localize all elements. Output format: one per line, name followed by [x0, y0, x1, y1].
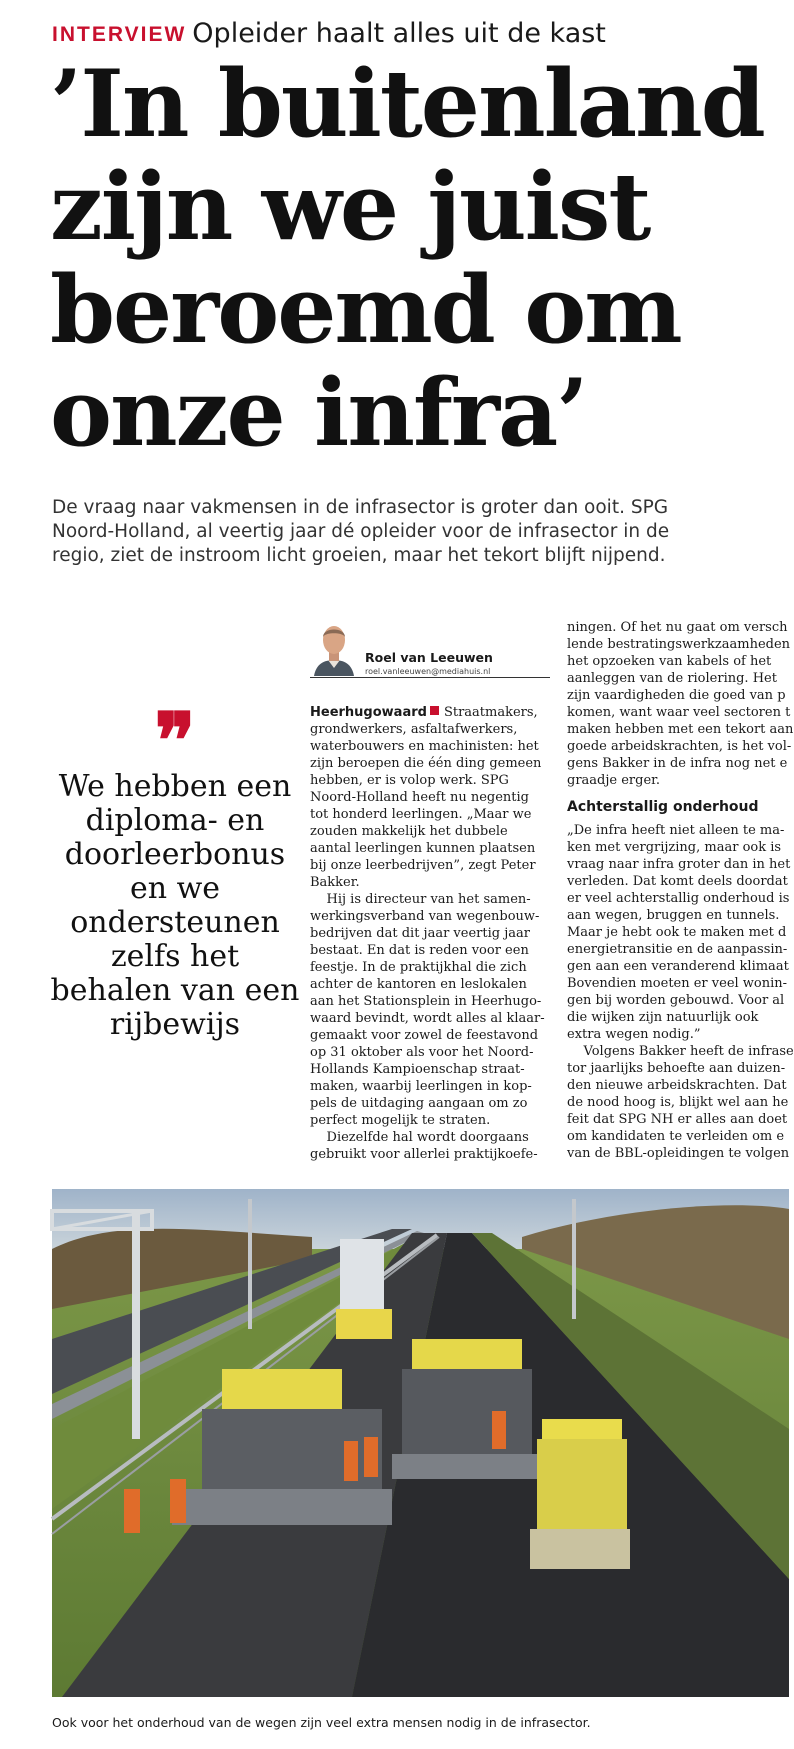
text-line: hebben, er is volop werk. SPG — [310, 773, 509, 788]
text-line: perfect mogelijk te straten. — [310, 1113, 491, 1128]
text-line: Bovendien moeten er veel wonin- — [567, 976, 788, 991]
paragraph — [567, 822, 789, 1043]
paragraph — [567, 619, 794, 789]
text-line: aan het Stationsplein in Heerhugo- — [310, 994, 542, 1009]
author-name: Roel van Leeuwen — [365, 650, 493, 665]
text-line: vraag naar infra groter dan in het — [567, 857, 791, 872]
text-line: feestje. In de praktijkhal die zich — [310, 960, 527, 975]
paragraph — [310, 704, 555, 891]
text-line: Bakker. — [310, 875, 360, 890]
author-byline — [310, 618, 550, 678]
subheading: Achterstallig onderhoud — [567, 799, 759, 815]
text-line: gens Bakker in de infra nog net e — [567, 756, 788, 771]
article-column-1 — [310, 704, 555, 1163]
text-line: extra wegen nodig.” — [567, 1027, 701, 1042]
text-line: er veel achterstallig onderhoud is — [567, 891, 790, 906]
text-line: Maar je hebt ook te maken met d — [567, 925, 787, 940]
quote-line: We hebben een — [58, 769, 292, 804]
text-line: die wijken zijn natuurlijk ook — [567, 1010, 759, 1025]
text-line: tot honderd leerlingen. „Maar we — [310, 807, 532, 822]
headline — [50, 49, 780, 467]
text-line: gebruikt voor allerlei praktijkoefe- — [310, 1147, 538, 1162]
text-line: komen, want waar veel sectoren t — [567, 705, 791, 720]
text-line: Hij is directeur van het samen- — [310, 892, 531, 907]
text-line: aantal leerlingen kunnen plaatsen — [310, 841, 536, 856]
intro-line: Noord-Holland, al veertig jaar dé opleider voor de infrasector in de — [52, 521, 670, 542]
headline-line: ’In buitenland — [50, 49, 764, 158]
text-line: zijn beroepen die één ding gemeen — [310, 756, 542, 771]
text-line: de nood hoog is, blijkt wel aan he — [567, 1095, 789, 1110]
text-line: op 31 oktober als voor het Noord- — [310, 1045, 534, 1060]
text-line: zijn vaardigheden die goed van p — [567, 688, 786, 703]
text-line: aan wegen, bruggen en tunnels. — [567, 908, 780, 923]
text-line: maken, waarbij leerlingen in kop- — [310, 1079, 532, 1094]
quote-line: ondersteunen — [70, 905, 280, 940]
quote-line: zelfs het — [110, 939, 240, 974]
kicker-subtitle: Opleider haalt alles uit de kast — [192, 18, 606, 49]
kicker-label: INTERVIEW — [52, 23, 187, 46]
intro-line: regio, ziet de instroom licht groeien, maar het tekort blijft nijpend. — [52, 545, 666, 566]
text-line: zouden makkelijk het dubbele — [310, 824, 508, 839]
text-line: graadje erger. — [567, 773, 661, 788]
text-line: werkingsverband van wegenbouw- — [310, 909, 540, 924]
photo-caption: Ook voor het onderhoud van de wegen zijn veel extra mensen nodig in de infrasector. — [52, 1715, 591, 1730]
first-line-rest: Straatmakers, — [443, 705, 538, 720]
text-line: om kandidaten te verleiden om e — [567, 1129, 785, 1144]
text-line: gen aan een veranderend klimaat — [567, 959, 789, 974]
paragraph — [310, 891, 555, 1129]
intro-line: De vraag naar vakmensen in de infrasector is groter dan ooit. SPG — [52, 497, 669, 518]
text-line: energietransitie en de aanpassin- — [567, 942, 788, 957]
text-line: Diezelfde hal wordt doorgaans — [310, 1130, 529, 1145]
text-line: Hollands Kampioenschap straat- — [310, 1062, 525, 1077]
headline-line: beroemd om — [50, 255, 681, 364]
quote-text — [50, 770, 300, 1042]
text-line: het opzoeken van kabels of het — [567, 654, 772, 669]
pull-quote — [50, 696, 300, 1042]
text-line: bedrijven dat dit jaar veertig jaar — [310, 926, 530, 941]
text-line: tor jaarlijks behoefte aan duizen- — [567, 1061, 786, 1076]
kicker — [52, 18, 606, 49]
text-line: ken met vergrijzing, maar ook is — [567, 840, 782, 855]
first-line — [310, 704, 555, 721]
text-line: aanleggen van de riolering. Het — [567, 671, 777, 686]
headline-line: onze infra’ — [50, 358, 587, 467]
text-line: ningen. Of het nu gaat om versch — [567, 620, 788, 635]
text-line: lende bestratingswerkzaamheden — [567, 637, 791, 652]
text-line: achter de kantoren en leslokalen — [310, 977, 527, 992]
author-avatar — [310, 618, 358, 676]
dateline: Heerhugowaard — [310, 705, 427, 720]
text-line: gemaakt voor zowel de feestavond — [310, 1028, 539, 1043]
road-works-photo — [52, 1189, 789, 1697]
text-line: van de BBL-opleidingen te volgen — [567, 1146, 790, 1161]
text-line: grondwerkers, asfaltafwerkers, — [310, 722, 518, 737]
text-line: den nieuwe arbeidskrachten. Dat — [567, 1078, 787, 1093]
text-line: bij onze leerbedrijven”, zegt Peter — [310, 858, 536, 873]
paragraph — [567, 1043, 794, 1162]
text-line: waard bevindt, wordt alles al klaar- — [310, 1011, 545, 1026]
quote-line: behalen van een — [50, 973, 300, 1008]
text-line: maken hebben met een tekort aan — [567, 722, 794, 737]
headline-line: zijn we juist — [50, 152, 650, 261]
text-line: pels de uitdaging aangaan om zo — [310, 1096, 528, 1111]
text-line: feit dat SPG NH er alles aan doet — [567, 1112, 788, 1127]
text-line: goede arbeidskrachten, is het vol- — [567, 739, 792, 754]
square-bullet-icon — [430, 706, 439, 715]
text-line: bestaat. En dat is reden voor een — [310, 943, 529, 958]
quote-line: doorleerbonus — [64, 837, 286, 872]
text-line: „De infra heeft niet alleen te ma- — [567, 823, 785, 838]
text-line: Volgens Bakker heeft de infrase — [567, 1044, 794, 1059]
intro — [52, 496, 752, 568]
text-line: gen bij worden gebouwd. Voor al — [567, 993, 785, 1008]
quote-line: en we — [129, 871, 221, 906]
author-email[interactable]: roel.vanleeuwen@mediahuis.nl — [365, 667, 491, 676]
text-line: Noord-Holland heeft nu negentig — [310, 790, 529, 805]
text-line: verleden. Dat komt deels doordat — [567, 874, 788, 889]
article-column-2 — [567, 619, 794, 1162]
quote-line: rijbewijs — [109, 1007, 241, 1042]
text-line: waterbouwers en machinisten: het — [310, 739, 539, 754]
quote-marks-icon: ❞ — [154, 696, 196, 785]
paragraph — [310, 1129, 555, 1163]
quote-line: diploma- en — [85, 803, 265, 838]
